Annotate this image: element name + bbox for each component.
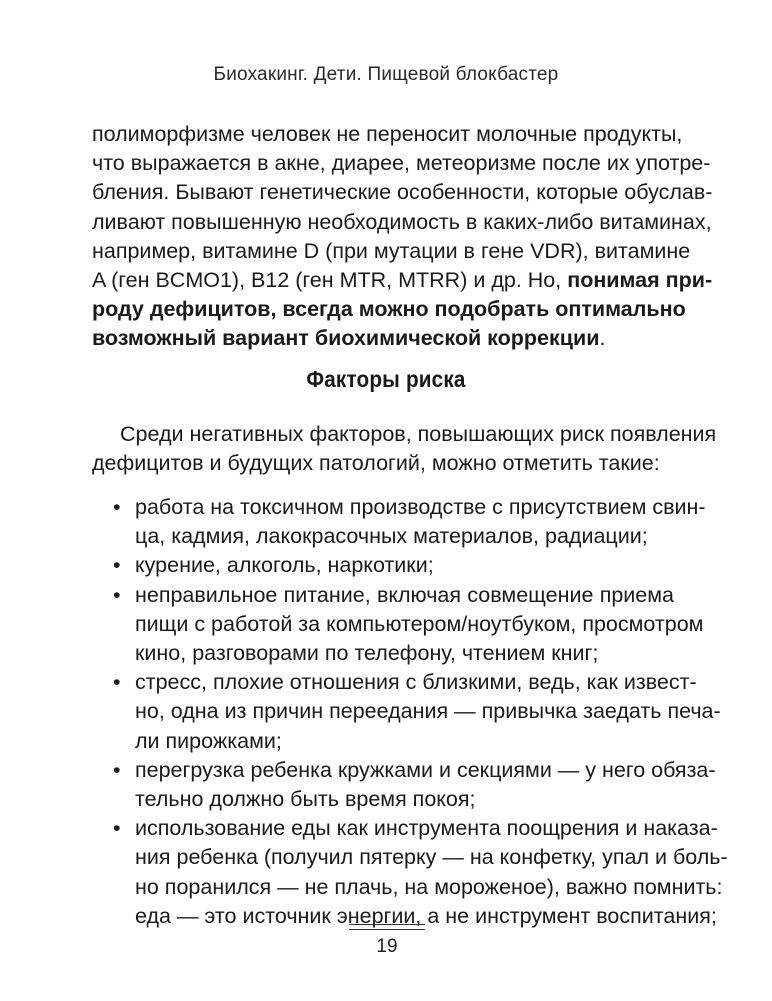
list-item-line: но поранился — не плачь, на мороженое), важно помнить:	[135, 874, 723, 899]
paragraph-line-mixed	[92, 266, 713, 295]
list-item-line: пищи с работой за компьютером/ноутбуком, просмотром	[135, 611, 704, 636]
paragraph-last-line	[92, 324, 674, 353]
list-item-line: неправильное питание, включая совмещение приема	[135, 582, 674, 607]
list-item	[113, 493, 706, 551]
list-item	[113, 756, 716, 814]
bullet-icon: •	[113, 495, 121, 519]
bold-emphasis: возможный вариант биохимической коррекции	[92, 326, 600, 351]
list-item-line: кино, разговорами по телефону, чтением книг;	[135, 641, 599, 666]
paragraph-intro	[92, 420, 717, 478]
bullet-icon: •	[113, 757, 121, 782]
running-header: Биохакинг. Дети. Пищевой блокбастер	[213, 64, 559, 85]
bullet-icon: •	[113, 670, 121, 695]
list-item-line: тельно должно быть время покоя;	[135, 787, 476, 812]
list-item-line: использование еды как инструмента поощрения и наказа-	[135, 816, 718, 841]
list-item	[113, 814, 728, 931]
paragraph-line: что выражается в акне, диарее, метеоризме после их употре-	[92, 151, 711, 176]
bullet-icon: •	[113, 582, 121, 607]
paragraph-line: бления. Бывают генетические особенности, которые обуслав-	[92, 180, 713, 205]
list-item-line: стресс, плохие отношения с близкими, ведь, как извест-	[135, 670, 697, 695]
paragraph-line: Среди негативных факторов, повышающих риск появления	[120, 422, 717, 446]
list-item-line: еда — это источник энергии, а не инструмент воспитания;	[135, 903, 717, 928]
list-item-line: ца, кадмия, лакокрасочных материалов, радиации;	[135, 524, 648, 549]
list-item-line: перегрузка ребенка кружками и секциями — у него обяза-	[135, 757, 716, 782]
list-item-line: но, одна из причин переедания — привычка заедать печа-	[135, 699, 721, 724]
paragraph-line: ливают повышенную необходимость в каких-либо витаминах,	[92, 209, 712, 234]
bold-emphasis-line: роду дефицитов, всегда можно подобрать оптимально	[92, 297, 686, 322]
bold-emphasis: понимая при-	[567, 268, 713, 293]
list-item-line: ли пирожками;	[135, 728, 282, 753]
paragraph-line: дефицитов и будущих патологий, можно отметить такие:	[92, 451, 660, 476]
list-item-line: ния ребенка (получил пятерку — на конфетку, упал и боль-	[135, 845, 728, 870]
list-item	[113, 668, 721, 756]
list-item-line: работа на токсичном производстве с присутствием свин-	[135, 495, 706, 519]
paragraph-line: полиморфизме человек не переносит молочные продукты,	[92, 122, 683, 146]
paragraph-text: A (ген BCMO1), B12 (ген MTR, MTRR) и др. Но,	[92, 268, 568, 293]
bullet-icon: •	[113, 553, 121, 578]
list-item	[113, 581, 704, 669]
section-heading: Факторы риска	[306, 366, 466, 392]
list-item-line: курение, алкоголь, наркотики;	[135, 553, 434, 578]
page-number: 19	[376, 936, 398, 957]
footer-rule	[349, 924, 425, 925]
paragraph-continuation	[92, 120, 713, 354]
paragraph-line: например, витамине D (при мутации в гене VDR), витамине	[92, 238, 691, 263]
list-item	[113, 551, 674, 580]
risk-factors-list	[113, 493, 728, 931]
footer-rule	[349, 929, 425, 930]
paragraph-period: .	[599, 326, 606, 351]
bullet-icon: •	[113, 816, 121, 841]
